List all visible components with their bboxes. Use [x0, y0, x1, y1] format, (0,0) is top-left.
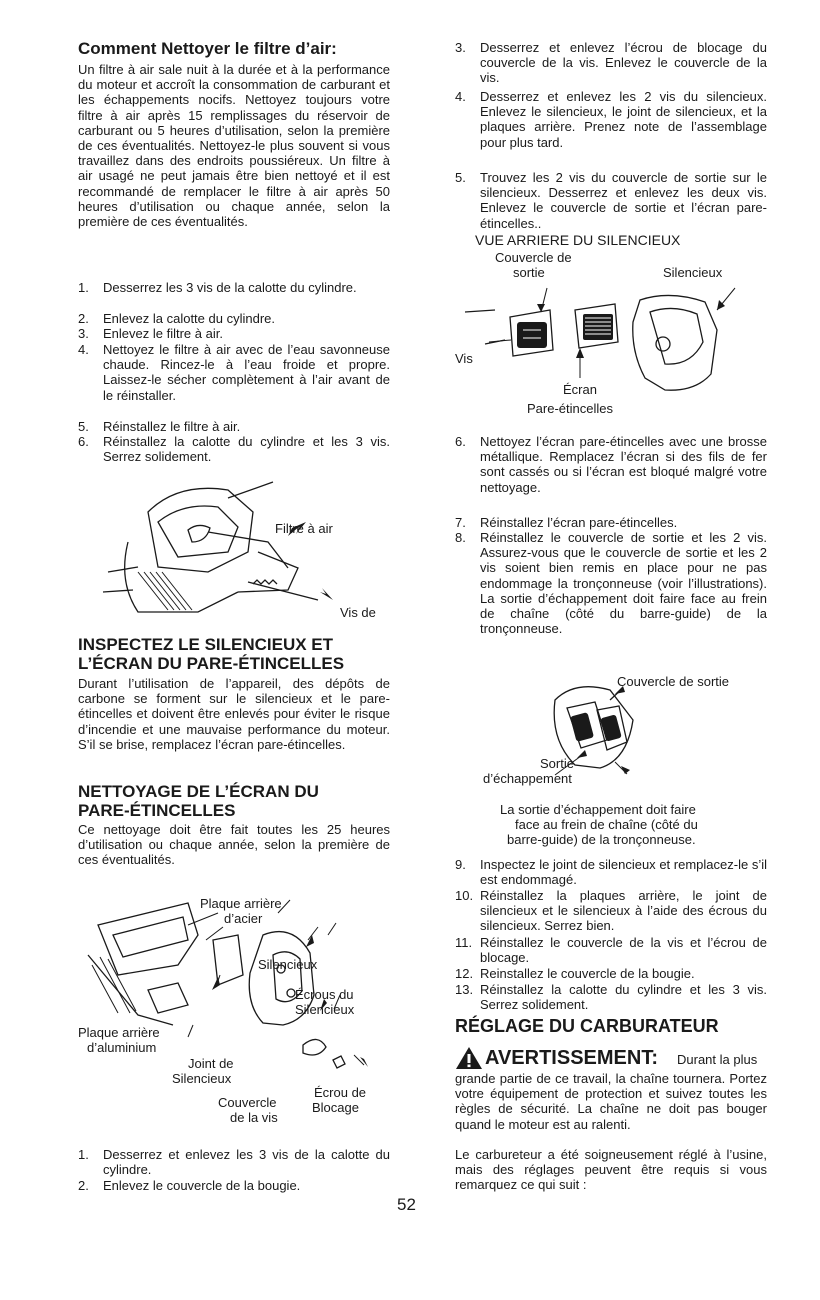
label-muffler-nuts-1: Écrous du: [295, 987, 354, 1002]
list-item: 1. Desserrez les 3 vis de la calotte du cylindre.: [78, 280, 357, 295]
label-lock-nut-1: Écrou de: [314, 1085, 367, 1100]
page-number: 52: [397, 1195, 416, 1214]
label-exhaust-2: d’échappement: [483, 771, 572, 786]
section-title-clean-air-filter: Comment Nettoyer le filtre d’air:: [78, 39, 337, 58]
list-item: 6. Réinstallez la calotte du cylindre et les 3 vis. Serrez solidement.: [78, 434, 390, 465]
list-item: 5. Trouvez les 2 vis du couvercle de sortie sur le silencieux. Desserrez et enlevez les deux vis. Enlevez le couvercle de sortie et l’écran pare-étincelles..: [455, 170, 767, 231]
label-rear-plate-steel-2: d’acier: [224, 911, 263, 926]
air-filter-illustration: [88, 472, 328, 632]
label-outlet-cover-2: sortie: [513, 265, 545, 280]
label-screw-cover-1: Couvercle: [218, 1095, 277, 1110]
inspect-muffler-paragraph: Durant l’utilisation de l’appareil, des dépôts de carbone se forment sur le silencieux et le pare-étincelles et doivent être enlevés pour éviter le risque d’incendie et une mauvaise performance du moteur. S’il se brise, remplacez l’écran pare-étincelles.: [78, 676, 390, 752]
carburetor-paragraph: Le carbureteur a été soigneusement réglé à l’usine, mais des réglages peuvent être requis si vous remarquez ce qui suit :: [455, 1147, 767, 1193]
label-screws: Vis de: [340, 605, 376, 620]
label-screen-2: Pare-étincelles: [527, 401, 613, 416]
section-title-clean-screen-1: NETTOYAGE DE L’ÉCRAN DU: [78, 782, 319, 801]
label-screen-1: Écran: [563, 382, 597, 397]
list-item: 4. Desserrez et enlevez les 2 vis du silencieux. Enlevez le silencieux, le joint de silencieux, et la plaques arrière. Prenez note de l’assemblage pour plus tard.: [455, 89, 767, 150]
label-lock-nut-2: Blocage: [312, 1100, 359, 1115]
outlet-caption-1: La sortie d’échappement doit faire: [500, 802, 696, 817]
warning-icon: [455, 1046, 483, 1070]
warning-word: AVERTISSEMENT:: [485, 1047, 658, 1069]
list-item: 11. Réinstallez le couvercle de la vis et l’écrou de blocage.: [455, 935, 767, 966]
label-rear-plate-steel-1: Plaque arrière: [200, 896, 282, 911]
list-item: 3. Desserrez et enlevez l’écrou de blocage du couvercle de la vis. Enlevez le couvercle de la vis.: [455, 40, 767, 86]
muffler-rear-view-illustration: [455, 282, 767, 397]
section-title-clean-screen-2: PARE-ÉTINCELLES: [78, 801, 236, 820]
label-rear-screws: Vis: [455, 351, 473, 366]
list-item: 8. Réinstallez le couvercle de sortie et les 2 vis. Assurez-vous que le couvercle de sortie et les 2 vis soient bien remis en place pour ne pas endommage la tronçonneuse (voir l’illustrations). La sortie d’échappement doit faire face au frein de chaîne (côté du barre-guide) de la tronçonneuse.: [455, 530, 767, 637]
label-muffler-nuts-2: Silencieux: [295, 1002, 355, 1017]
section-title-inspect-muffler-1: INSPECTEZ LE SILENCIEUX ET: [78, 635, 334, 654]
list-item: 5. Réinstallez le filtre à air.: [78, 419, 241, 434]
label-rear-muffler: Silencieux: [663, 265, 723, 280]
label-screw-cover-2: de la vis: [230, 1110, 278, 1125]
list-item: 2. Enlevez la calotte du cylindre.: [78, 311, 275, 326]
list-item: 12. Reinstallez le couvercle de la bougie.: [455, 966, 695, 981]
label-muffler: Silencieux: [258, 957, 318, 972]
list-item: 9. Inspectez le joint de silencieux et remplacez-le s’il est endommagé.: [455, 857, 767, 888]
list-item: 7. Réinstallez l’écran pare-étincelles.: [455, 515, 678, 530]
air-filter-paragraph: Un filtre à air sale nuit à la durée et à la performance du moteur et accroît la consommation de carburant et les échappements nocifs. Nettoyez toujours votre filtre à air après 15 remplissages du réservoir de carburant ou 5 heures d’utilisation, selon la première de ces éventualités. Nettoyez-le plus souvent si vous travaillez dans des endroits poussiéreux. Un filtre à air usagé ne peut jamais être bien nettoyé et il est recommandé de remplacer le filtre à air après 50 heures d’utilisation ou chaque année, selon la première de ces éventualités.: [78, 62, 390, 230]
list-item: 3. Enlevez le filtre à air.: [78, 326, 223, 341]
outlet-caption-2: face au frein de chaîne (côté du: [515, 817, 698, 832]
label-outlet-cover-1: Couvercle de: [495, 250, 572, 265]
rear-view-title: VUE ARRIERE DU SILENCIEUX: [475, 232, 681, 248]
clean-screen-paragraph: Ce nettoyage doit être fait toutes les 25 heures d’utilisation ou chaque année, selon la première de ces éventualités.: [78, 822, 390, 868]
warning-line: [455, 1046, 767, 1072]
label-gasket-2: Silencieux: [172, 1071, 232, 1086]
section-title-inspect-muffler-2: L’ÉCRAN DU PARE-ÉTINCELLES: [78, 654, 345, 673]
label-outlet-cover: Couvercle de sortie: [617, 674, 729, 689]
list-item: 13. Réinstallez la calotte du cylindre et les 3 vis. Serrez solidement.: [455, 982, 767, 1013]
list-item: 4. Nettoyez le filtre à air avec de l’eau savonneuse chaude. Rincez-le à l’eau froide et propre. Laissez-le sécher complètement à l’air avant de le réinstaller.: [78, 342, 390, 403]
list-item: 6. Nettoyez l’écran pare-étincelles avec une brosse métallique. Remplacez l’écran si des fils de fer sont cassés ou si l’écran est bloqué malgré votre nettoyage.: [455, 434, 767, 495]
list-item: 2. Enlevez le couvercle de la bougie.: [78, 1178, 301, 1193]
label-rear-plate-alu-2: d’aluminium: [87, 1040, 157, 1055]
label-air-filter: Filtre à air: [275, 521, 333, 536]
outlet-caption-3: barre-guide) de la tronçonneuse.: [507, 832, 696, 847]
section-title-carburetor: RÉGLAGE DU CARBURATEUR: [455, 1016, 719, 1036]
label-rear-plate-alu-1: Plaque arrière: [78, 1025, 160, 1040]
label-gasket-1: Joint de: [188, 1056, 234, 1071]
list-item: 10. Réinstallez la plaques arrière, le joint de silencieux et le silencieux à l’aide des écrous du silencieux. Serrez bien.: [455, 888, 767, 934]
label-exhaust-1: Sortie: [540, 756, 574, 771]
list-item: 1. Desserrez et enlevez les 3 vis de la calotte du cylindre.: [78, 1147, 390, 1178]
warning-text: grande partie de ce travail, la chaîne tournera. Portez votre équipement de protection et suivez toutes les règles de sécurité. La chaîne ne doit pas bouger quand le moteur est au ralenti.: [455, 1071, 767, 1132]
warning-first: Durant la plus: [677, 1052, 758, 1067]
